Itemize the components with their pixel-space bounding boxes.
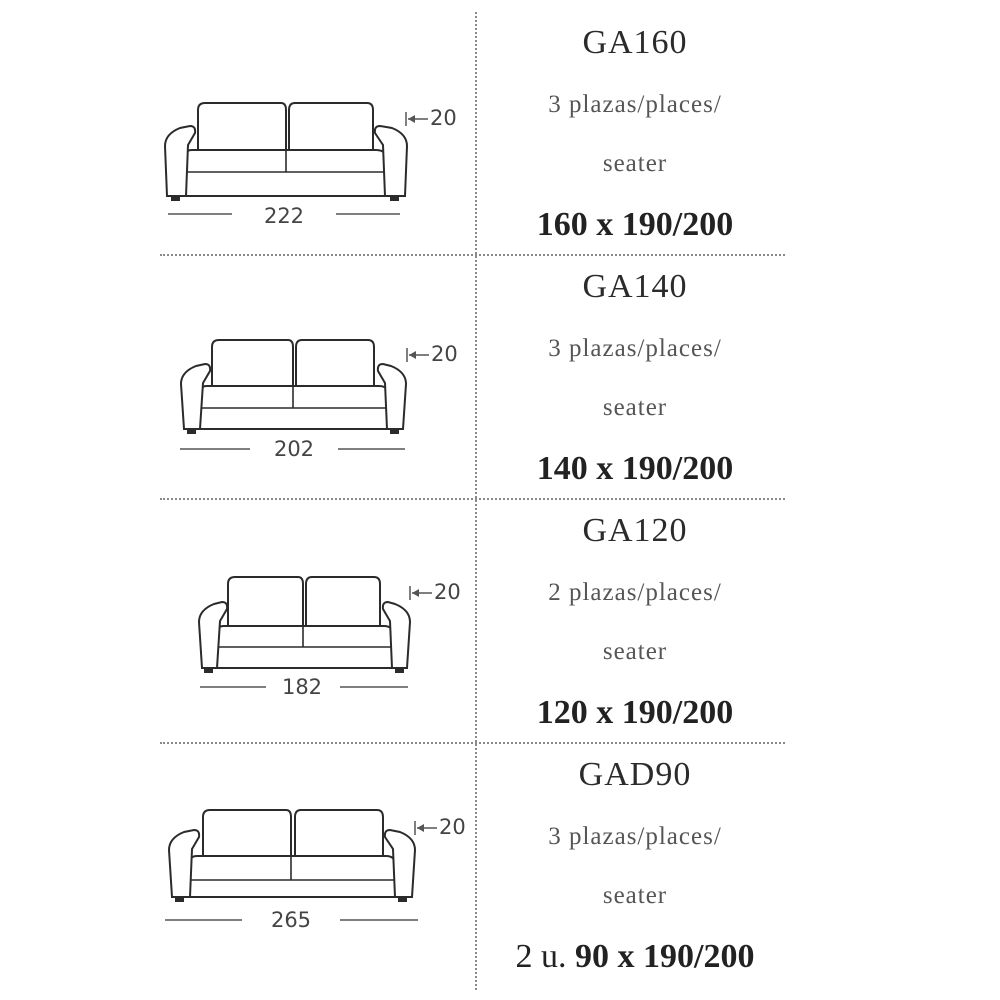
- bed-size-value: 90 x 190/200: [575, 938, 755, 975]
- width-label: 222: [263, 204, 305, 228]
- sofa-outline: [199, 577, 410, 673]
- seats-text: 3 plazas/places/: [548, 335, 722, 362]
- product-row-gad90: [0, 732, 1000, 976]
- seats-text: 2 plazas/places/: [548, 579, 722, 606]
- sofa-outline: [165, 103, 407, 201]
- bed-size-value: 120 x 190/200: [536, 694, 734, 731]
- width-label: 182: [281, 675, 323, 699]
- bed-size-prefix: 2 u.: [515, 938, 567, 975]
- seater-text: seater: [602, 394, 668, 421]
- bed-size: [480, 938, 790, 976]
- seats-text: 3 plazas/places/: [548, 91, 722, 118]
- depth-label: 20: [430, 106, 457, 130]
- model-name: GA160: [582, 24, 688, 61]
- sofa-drawing: [0, 244, 480, 488]
- model-name: GA140: [582, 268, 688, 305]
- depth-label: 20: [431, 342, 458, 366]
- sofa-drawing: [0, 732, 480, 976]
- sofa-outline: [181, 340, 406, 434]
- model-name: GA120: [582, 512, 688, 549]
- depth-arrow-head: [408, 115, 415, 123]
- width-label: 202: [273, 437, 315, 461]
- product-row-ga140: [0, 244, 1000, 488]
- bed-size: [480, 450, 790, 488]
- seater-text: seater: [602, 150, 668, 177]
- seater-text: seater: [602, 638, 668, 665]
- bed-size: [480, 694, 790, 732]
- bed-size-value: 140 x 190/200: [536, 450, 734, 487]
- depth-label: 20: [439, 815, 466, 839]
- depth-arrow-head: [409, 351, 416, 359]
- depth-arrow-head: [412, 589, 419, 597]
- seater-text: seater: [602, 882, 668, 909]
- sofa-drawing: [0, 488, 480, 732]
- sofa-drawing: [0, 0, 480, 244]
- width-label: 265: [270, 908, 312, 932]
- product-row-ga120: [0, 488, 1000, 732]
- bed-size: [480, 206, 790, 244]
- depth-label: 20: [434, 580, 461, 604]
- bed-size-value: 160 x 190/200: [536, 206, 734, 243]
- depth-arrow-head: [417, 824, 424, 832]
- model-name: GAD90: [578, 756, 692, 793]
- sofa-outline: [169, 810, 415, 902]
- product-row-ga160: [0, 0, 1000, 244]
- seats-text: 3 plazas/places/: [548, 823, 722, 850]
